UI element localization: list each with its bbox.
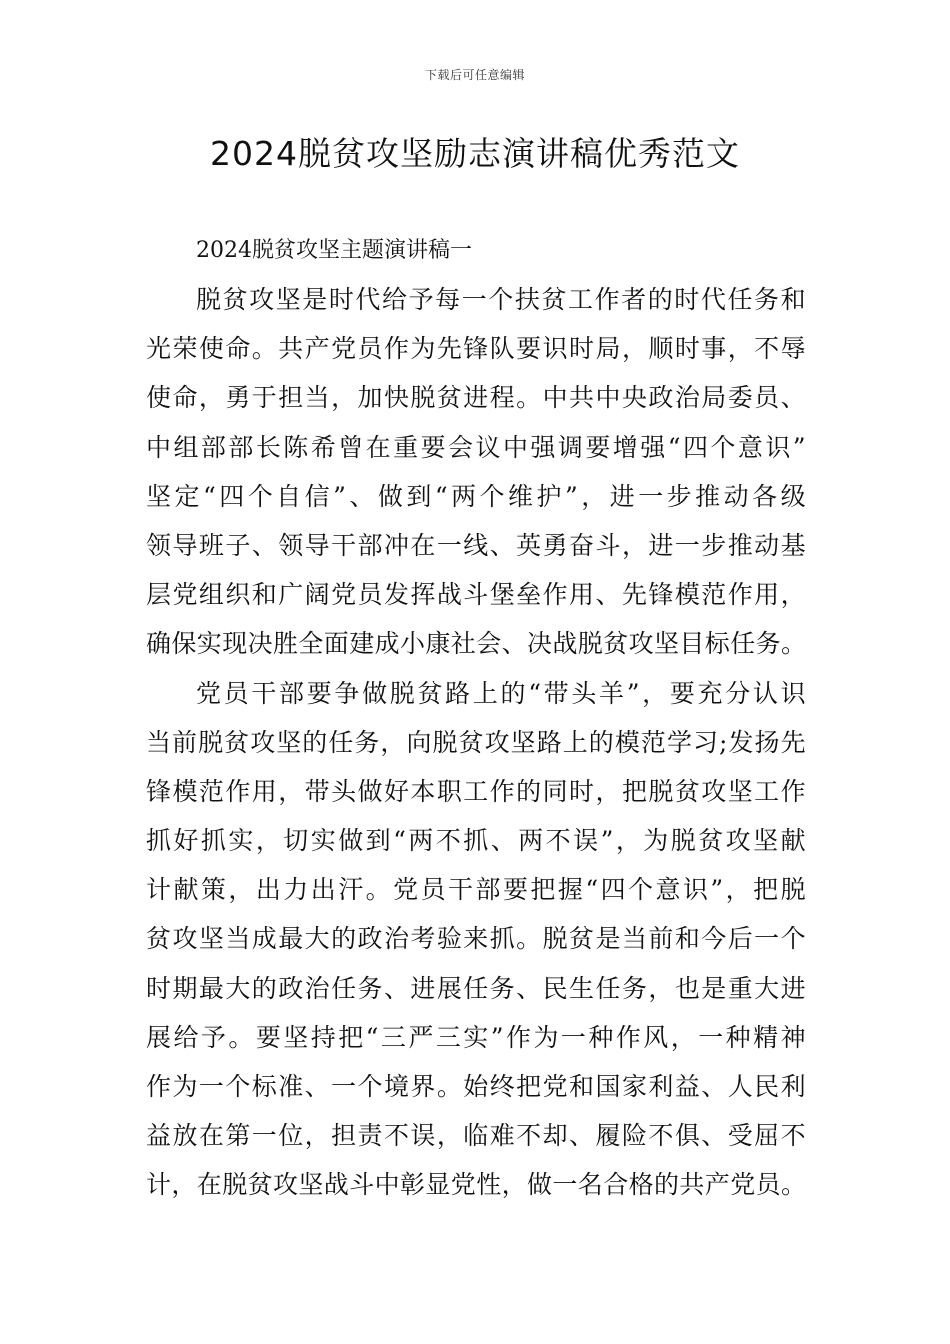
section-subtitle: 2024脱贫攻坚主题演讲稿一 <box>196 238 472 263</box>
paragraph-line: 益放在第一位，担责不误，临难不却、履险不俱、受屈不 <box>146 1121 806 1151</box>
paragraph-line: 展给予。要坚持把“三严三实”作为一种作风，一种精神 <box>146 1022 806 1052</box>
paragraph-line: 使命，勇于担当，加快脱贫进程。中共中央政治局委员、 <box>146 383 806 413</box>
paragraph-line: 层党组织和广阔党员发挥战斗堡垒作用、先锋模范作用， <box>146 580 806 610</box>
paragraph-line: 抓好抓实，切实做到“两不抓、两不误”，为脱贫攻坚献 <box>146 826 806 856</box>
paragraph-line: 贫攻坚当成最大的政治考验来抓。脱贫是当前和今后一个 <box>146 924 806 954</box>
paragraph-line: 锋模范作用，带头做好本职工作的同时，把脱贫攻坚工作 <box>146 776 806 806</box>
paragraph-line: 计，在脱贫攻坚战斗中彰显党性，做一名合格的共产党员。 <box>146 1170 807 1200</box>
paragraph-line: 党员干部要争做脱贫路上的“带头羊”，要充分认识 <box>196 678 806 708</box>
document-title: 2024脱贫攻坚励志演讲稿优秀范文 <box>210 134 740 173</box>
paragraph-line: 光荣使命。共产党员作为先锋队要识时局，顺时事，不辱 <box>146 334 806 364</box>
paragraph-line: 计献策，出力出汗。党员干部要把握“四个意识”，把脱 <box>146 875 806 905</box>
body-text <box>146 275 806 1210</box>
paragraph-line: 脱贫攻坚是时代给予每一个扶贫工作者的时代任务和 <box>196 285 806 314</box>
header-note: 下载后可任意编辑 <box>424 68 525 82</box>
paragraph-line: 中组部部长陈希曾在重要会议中强调要增强“四个意识” <box>146 432 806 462</box>
paragraph-line: 确保实现决胜全面建成小康社会、决战脱贫攻坚目标任务。 <box>146 629 807 659</box>
paragraph-line: 时期最大的政治任务、进展任务、民生任务，也是重大进 <box>146 973 806 1003</box>
paragraph-line: 坚定“四个自信”、做到“两个维护”，进一步推动各级 <box>146 481 806 511</box>
paragraph-line: 当前脱贫攻坚的任务，向脱贫攻坚路上的模范学习;发扬先 <box>146 727 806 757</box>
paragraph-line: 作为一个标准、一个境界。始终把党和国家利益、人民利 <box>146 1072 806 1101</box>
paragraph-line: 领导班子、领导干部冲在一线、英勇奋斗，进一步推动基 <box>146 530 806 560</box>
